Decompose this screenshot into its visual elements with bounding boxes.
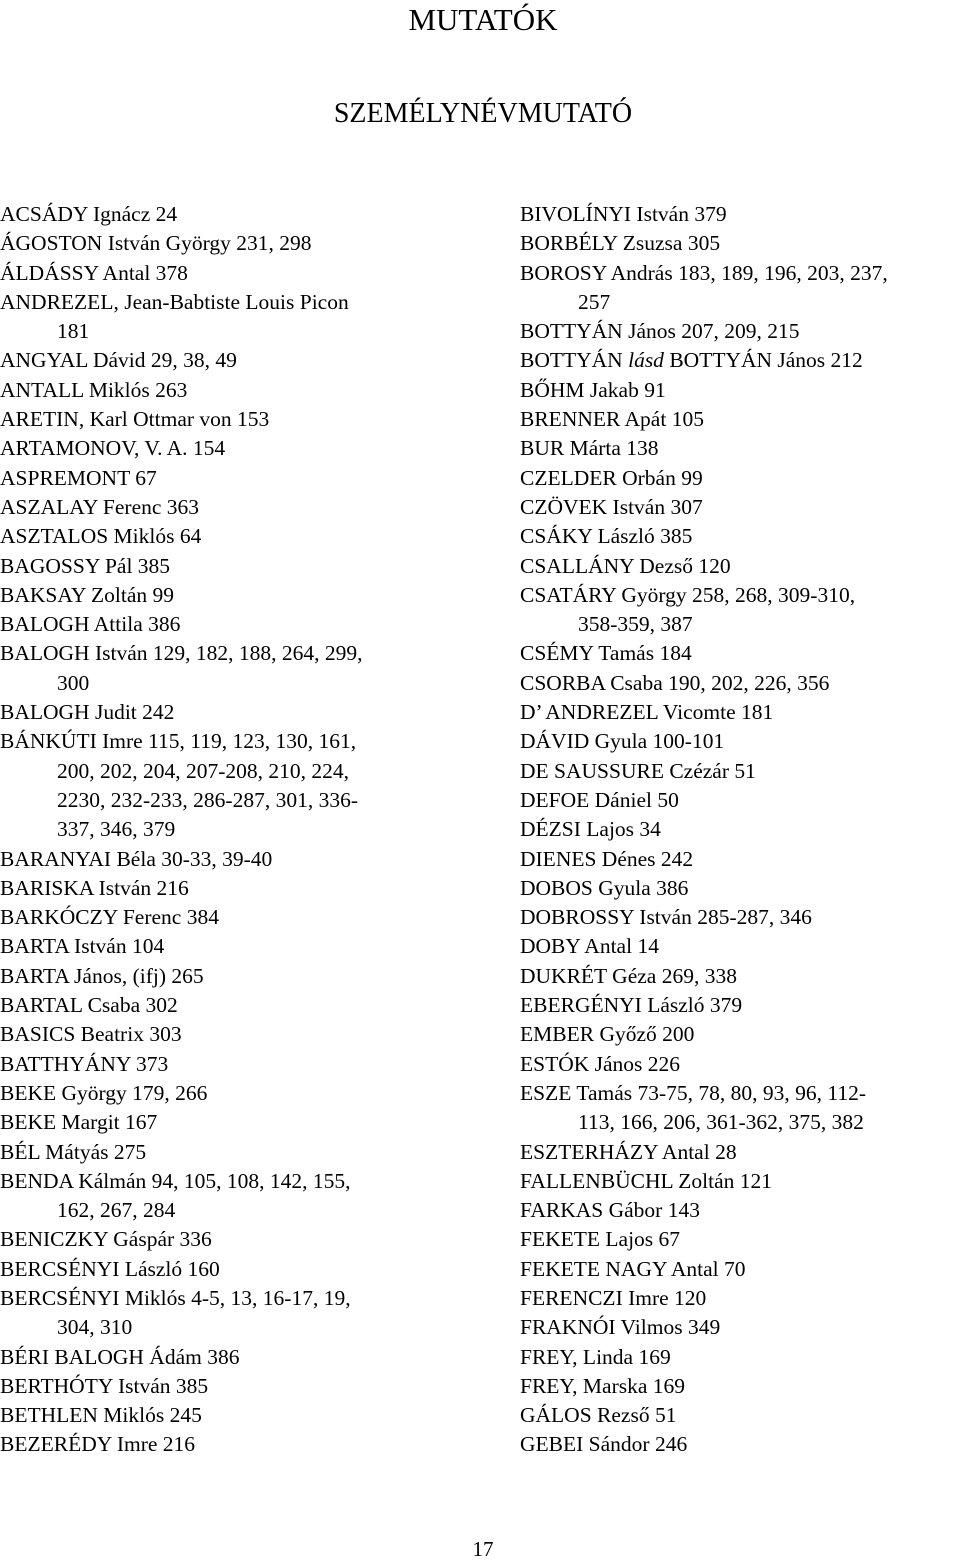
cross-reference-target: BOTTYÁN János 212 bbox=[669, 348, 863, 373]
entry-name: BOTTYÁN bbox=[520, 348, 623, 373]
index-entry: BETHLEN Miklós 245 bbox=[0, 1403, 202, 1428]
index-entry: ESTÓK János 226 bbox=[520, 1051, 681, 1076]
index-entry: BOTTYÁN János 207, 209, 215 bbox=[520, 319, 800, 344]
index-entry: ARTAMONOV, V. A. 154 bbox=[0, 436, 226, 461]
index-left-column bbox=[0, 200, 470, 1460]
index-entry-continuation: 337, 346, 379 bbox=[57, 817, 176, 842]
index-entry: ASZTALOS Miklós 64 bbox=[0, 524, 202, 549]
section-title: SZEMÉLYNÉVMUTATÓ bbox=[333, 98, 633, 129]
index-entry: BAGOSSY Pál 385 bbox=[0, 553, 171, 578]
index-entry: BENICZKY Gáspár 336 bbox=[0, 1227, 212, 1252]
index-entry: FALLENBÜCHL Zoltán 121 bbox=[520, 1168, 773, 1193]
index-entry: BERCSÉNYI Miklós 4-5, 13, 16-17, 19, bbox=[0, 1285, 351, 1310]
index-entry: BAKSAY Zoltán 99 bbox=[0, 582, 175, 607]
index-entry: BALOGH Judit 242 bbox=[0, 700, 175, 725]
index-entry: BARISKA István 216 bbox=[0, 875, 189, 900]
index-entry: BASICS Beatrix 303 bbox=[0, 1022, 182, 1047]
index-entry: BÁNKÚTI Imre 115, 119, 123, 130, 161, bbox=[0, 729, 357, 754]
index-entry: CSÁKY László 385 bbox=[520, 524, 693, 549]
index-entry: CZÖVEK István 307 bbox=[520, 494, 703, 519]
index-entry: EMBER Győző 200 bbox=[520, 1022, 695, 1047]
index-entry: EBERGÉNYI László 379 bbox=[520, 993, 743, 1018]
index-entry: ANDREZEL, Jean-Babtiste Louis Picon bbox=[0, 289, 349, 314]
index-entry: BEZERÉDY Imre 216 bbox=[0, 1432, 196, 1457]
index-right-column bbox=[520, 200, 960, 1460]
index-entry: CSÉMY Tamás 184 bbox=[520, 641, 692, 666]
index-entry: ÁGOSTON István György 231, 298 bbox=[0, 231, 312, 256]
index-entry-continuation: 358-359, 387 bbox=[578, 612, 693, 637]
index-entry: BÉRI BALOGH Ádám 386 bbox=[0, 1344, 240, 1369]
index-entry: BARTAL Csaba 302 bbox=[0, 993, 178, 1018]
index-entry-continuation: 300 bbox=[57, 670, 90, 695]
cross-reference-label: lásd bbox=[628, 348, 664, 373]
index-entry: GÁLOS Rezső 51 bbox=[520, 1403, 677, 1428]
index-entry: BATTHYÁNY 373 bbox=[0, 1051, 169, 1076]
index-entry: CSALLÁNY Dezső 120 bbox=[520, 553, 731, 578]
index-entry: DUKRÉT Géza 269, 338 bbox=[520, 963, 737, 988]
index-entry: BARTA István 104 bbox=[0, 934, 165, 959]
index-entry: BERTHÓTY István 385 bbox=[0, 1373, 209, 1398]
index-entry: BUR Márta 138 bbox=[520, 436, 659, 461]
index-entry: ESZE Tamás 73-75, 78, 80, 93, 96, 112- bbox=[520, 1080, 867, 1105]
index-entry: DOBOS Gyula 386 bbox=[520, 875, 689, 900]
index-entry-continuation: 162, 267, 284 bbox=[57, 1198, 176, 1223]
index-entry: ÁLDÁSSY Antal 378 bbox=[0, 260, 188, 285]
index-entry: GEBEI Sándor 246 bbox=[520, 1432, 688, 1457]
index-entry: ARETIN, Karl Ottmar von 153 bbox=[0, 407, 270, 432]
index-entry: FARKAS Gábor 143 bbox=[520, 1198, 700, 1223]
index-entry: BALOGH István 129, 182, 188, 264, 299, bbox=[0, 641, 363, 666]
index-entry: BARANYAI Béla 30-33, 39-40 bbox=[0, 846, 273, 871]
index-entry: FEKETE NAGY Antal 70 bbox=[520, 1256, 746, 1281]
index-entry-continuation: 257 bbox=[578, 289, 611, 314]
index-entry: CSORBA Csaba 190, 202, 226, 356 bbox=[520, 670, 830, 695]
index-entry-continuation: 113, 166, 206, 361-362, 375, 382 bbox=[578, 1110, 864, 1135]
index-entry: FERENCZI Imre 120 bbox=[520, 1285, 707, 1310]
index-entry: BALOGH Attila 386 bbox=[0, 612, 181, 637]
index-entry: BERCSÉNYI László 160 bbox=[0, 1256, 220, 1281]
index-entry: BOROSY András 183, 189, 196, 203, 237, bbox=[520, 260, 888, 285]
index-entry-continuation: 181 bbox=[57, 319, 90, 344]
index-entry: BIVOLÍNYI István 379 bbox=[520, 202, 727, 226]
page-title: MUTATÓK bbox=[408, 2, 558, 37]
index-entry: BORBÉLY Zsuzsa 305 bbox=[520, 231, 721, 256]
index-entry: DOBROSSY István 285-287, 346 bbox=[520, 905, 812, 930]
index-entry: BRENNER Apát 105 bbox=[520, 407, 704, 432]
index-entry: ASZALAY Ferenc 363 bbox=[0, 494, 200, 519]
index-entry: BÉL Mátyás 275 bbox=[0, 1139, 147, 1164]
index-entry: DÁVID Gyula 100-101 bbox=[520, 729, 725, 754]
index-entry: DE SAUSSURE Czézár 51 bbox=[520, 758, 756, 783]
index-entry: ANTALL Miklós 263 bbox=[0, 377, 188, 402]
index-entry: ESZTERHÁZY Antal 28 bbox=[520, 1139, 737, 1164]
index-entry: D’ ANDREZEL Vicomte 181 bbox=[520, 700, 774, 725]
index-entry-continuation: 200, 202, 204, 207-208, 210, 224, bbox=[57, 758, 350, 783]
index-entry: FREY, Marska 169 bbox=[520, 1373, 686, 1398]
index-entry: BEKE György 179, 266 bbox=[0, 1080, 208, 1105]
index-entry-continuation: 2230, 232-233, 286-287, 301, 336- bbox=[57, 787, 358, 812]
index-entry: DOBY Antal 14 bbox=[520, 934, 659, 959]
index-entry: FRAKNÓI Vilmos 349 bbox=[520, 1315, 721, 1340]
index-entry: ASPREMONT 67 bbox=[0, 465, 157, 490]
index-entry: BARTA János, (ifj) 265 bbox=[0, 963, 204, 988]
index-entry: CZELDER Orbán 99 bbox=[520, 465, 703, 490]
index-entry: BARKÓCZY Ferenc 384 bbox=[0, 905, 219, 930]
page-number: 17 bbox=[472, 1537, 494, 1561]
index-entry-continuation: 304, 310 bbox=[57, 1315, 133, 1340]
index-entry: DEFOE Dániel 50 bbox=[520, 787, 679, 812]
index-entry: ACSÁDY Ignácz 24 bbox=[0, 202, 178, 226]
index-entry: DIENES Dénes 242 bbox=[520, 846, 694, 871]
index-entry: FEKETE Lajos 67 bbox=[520, 1227, 681, 1252]
index-entry: FREY, Linda 169 bbox=[520, 1344, 671, 1369]
index-entry: BEKE Margit 167 bbox=[0, 1110, 158, 1135]
index-entry: BŐHM Jakab 91 bbox=[520, 377, 666, 402]
index-entry: DÉZSI Lajos 34 bbox=[520, 817, 661, 842]
index-entry: CSATÁRY György 258, 268, 309-310, bbox=[520, 582, 856, 607]
index-entry: ANGYAL Dávid 29, 38, 49 bbox=[0, 348, 237, 373]
index-entry-cross-reference bbox=[520, 346, 960, 375]
index-entry: BENDA Kálmán 94, 105, 108, 142, 155, bbox=[0, 1168, 351, 1193]
